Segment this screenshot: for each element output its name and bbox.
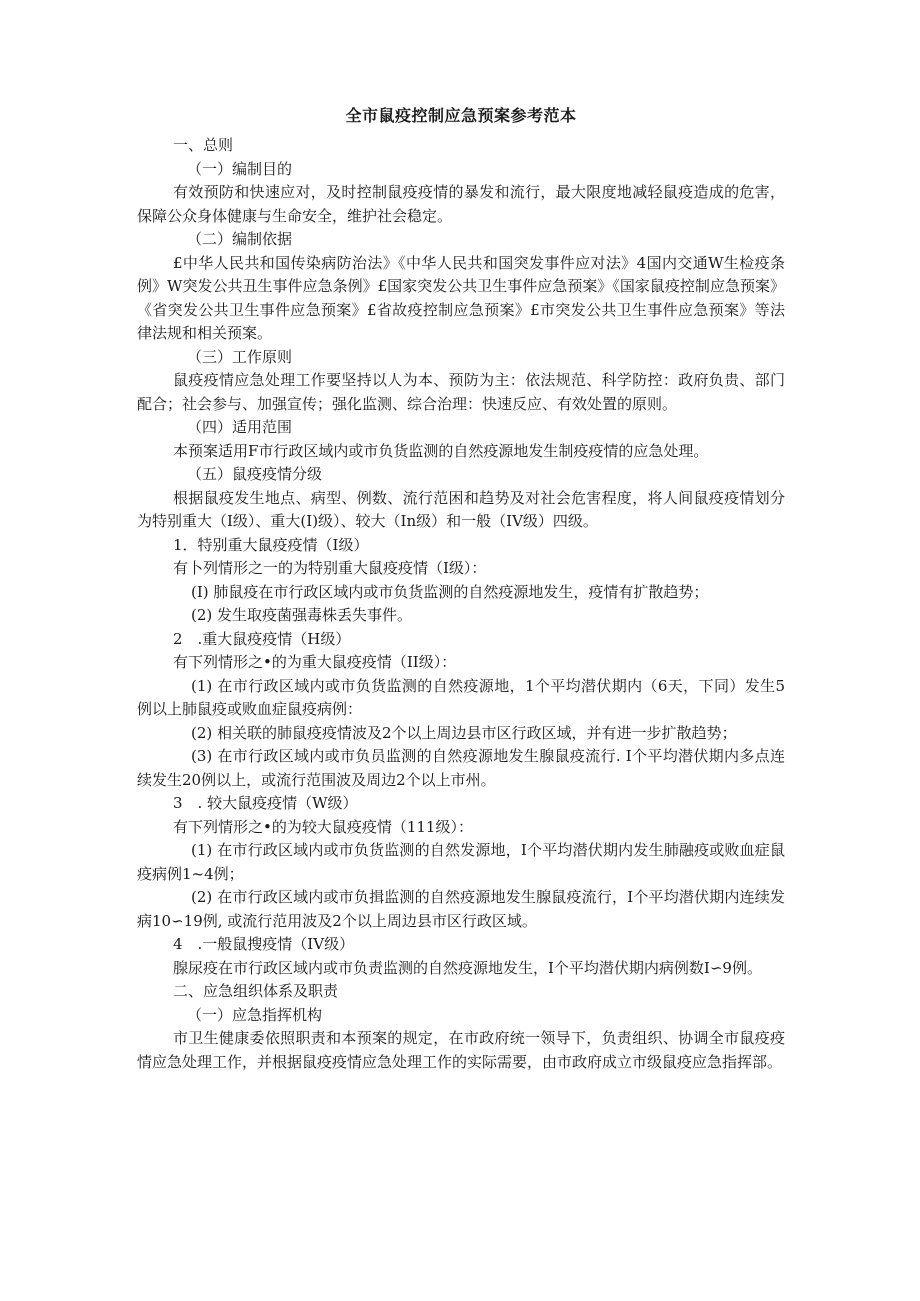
- subsection-heading: （四）适用范围: [187, 418, 293, 436]
- list-item: (I) 肺鼠疫在市行政区域内或市负货监测的自然疫源地发生，疫情有扩散趋势；: [191, 582, 709, 601]
- list-item: (1) 在市行政区域内或市负货监测的自然发源地，I个平均潜伏期内发生肺融疫或败血症鼠疫病例1~4例；: [137, 841, 785, 883]
- paragraph: 有效预防和快速应对，及时控制鼠疫疫情的暴发和流行，最大限度地减轻鼠疫造成的危害，保障公众身体健康与生命安全，维护社会稳定。: [137, 183, 785, 225]
- subsection-heading: （五）鼠疫疫情分级: [187, 465, 323, 483]
- document-page: [137, 104, 785, 1074]
- list-item: (2) 相关联的肺鼠疫疫情波及2个以上周边县市区行政区域，并有进一步扩散趋势；: [191, 723, 737, 742]
- paragraph: £中华人民共和国传染病防治法》《中华人民共和国突发事件应对法》4国内交通W生检疫条例》W突发公共丑生事件应急条例》£国家突发公共卫生事件应急预案》《国家鼠疫控制应急预案》《省突发公共卫生事件应急预案》£省故疫控制应急预案》£市突发公共卫生事件应急预案》等法律法规和相关预案。: [137, 253, 785, 342]
- list-item: (1) 在市行政区域内或市负货监测的自然疫源地，1个平均潜伏期内（6天，下同）发生5例以上肺鼠疫或败血症鼠疫病例：: [137, 676, 785, 718]
- level-heading: 2 .重大鼠疫疫情（H级）: [173, 629, 351, 648]
- paragraph: 本预案适用F市行政区域内或市负货监测的自然疫源地发生制疫疫情的应急处理。: [173, 441, 709, 460]
- subsection-heading: （一）应急指挥机构: [187, 1005, 323, 1024]
- section-heading: 二、应急组织体系及职责: [173, 982, 339, 1000]
- subsection-heading: （二）编制依据: [187, 230, 293, 248]
- level-heading: 4 .一般鼠搜疫情（IV级）: [173, 935, 355, 953]
- level-heading: 1．特别重大鼠疫疫情（I级）: [173, 535, 369, 554]
- level-heading: 3 . 较大鼠疫疫情（W级）: [173, 794, 358, 812]
- list-item: (2) 发生取疫菌强毒株丢失事件。: [191, 606, 413, 624]
- paragraph: 市卫生健康委依照职责和本预案的规定，在市政府统一领导下，负责组织、协调全市鼠疫疫情应急处理工作，并根据鼠疫疫情应急处理工作的实际需要，由市政府成立市级鼠疫应急指挥部。: [137, 1029, 785, 1071]
- paragraph: 有下列情形之•的为重大鼠疫疫情（II级）：: [173, 653, 457, 671]
- subsection-heading: （三）工作原则: [187, 347, 293, 366]
- paragraph: 根据鼠疫发生地点、病型、例数、流行范困和趋势及对社会危害程度，将人间鼠疫疫情划分为特别重大（I级）、重大(I)级）、较大（In级）和一般（IV级）四级。: [137, 488, 785, 530]
- paragraph: 有卜列情形之一的为特别重大鼠疫疫情（I级）：: [173, 559, 487, 577]
- document-body: [137, 134, 785, 1074]
- list-item: (2) 在市行政区域内或市负揖监测的自然疫源地发生腺鼠疫流行，I个平均潜伏期内连续发病10∽19例, 或流行范用波及2个以上周边县市区行政区域。: [137, 888, 785, 930]
- document-title: 全市鼠疫控制应急预案参考范本: [345, 106, 577, 125]
- list-item: (3) 在市行政区域内或市负员监测的自然疫源地发生腺鼠疫流行. I个平均潜伏期内多点连续发生20例以上，或流行范围波及周边2个以上市州。: [137, 747, 785, 789]
- paragraph: 腺尿疫在市行政区域内或市负责监测的自然疫源地发生，I个平均潜伏期内病例数I∽9例。: [173, 958, 762, 977]
- paragraph: 有下列情形之•的为较大鼠疫疫情（111级）：: [173, 817, 473, 836]
- paragraph: 鼠疫疫情应急处理工作要坚持以人为本、预防为主：依法规范、科学防控：政府负贵、部门配合；社会参与、加强宣传；强化监测、综合治理：快速反应、有效处置的原则。: [137, 371, 785, 413]
- section-heading: 一、总则: [173, 136, 234, 154]
- subsection-heading: （一）编制目的: [187, 159, 293, 178]
